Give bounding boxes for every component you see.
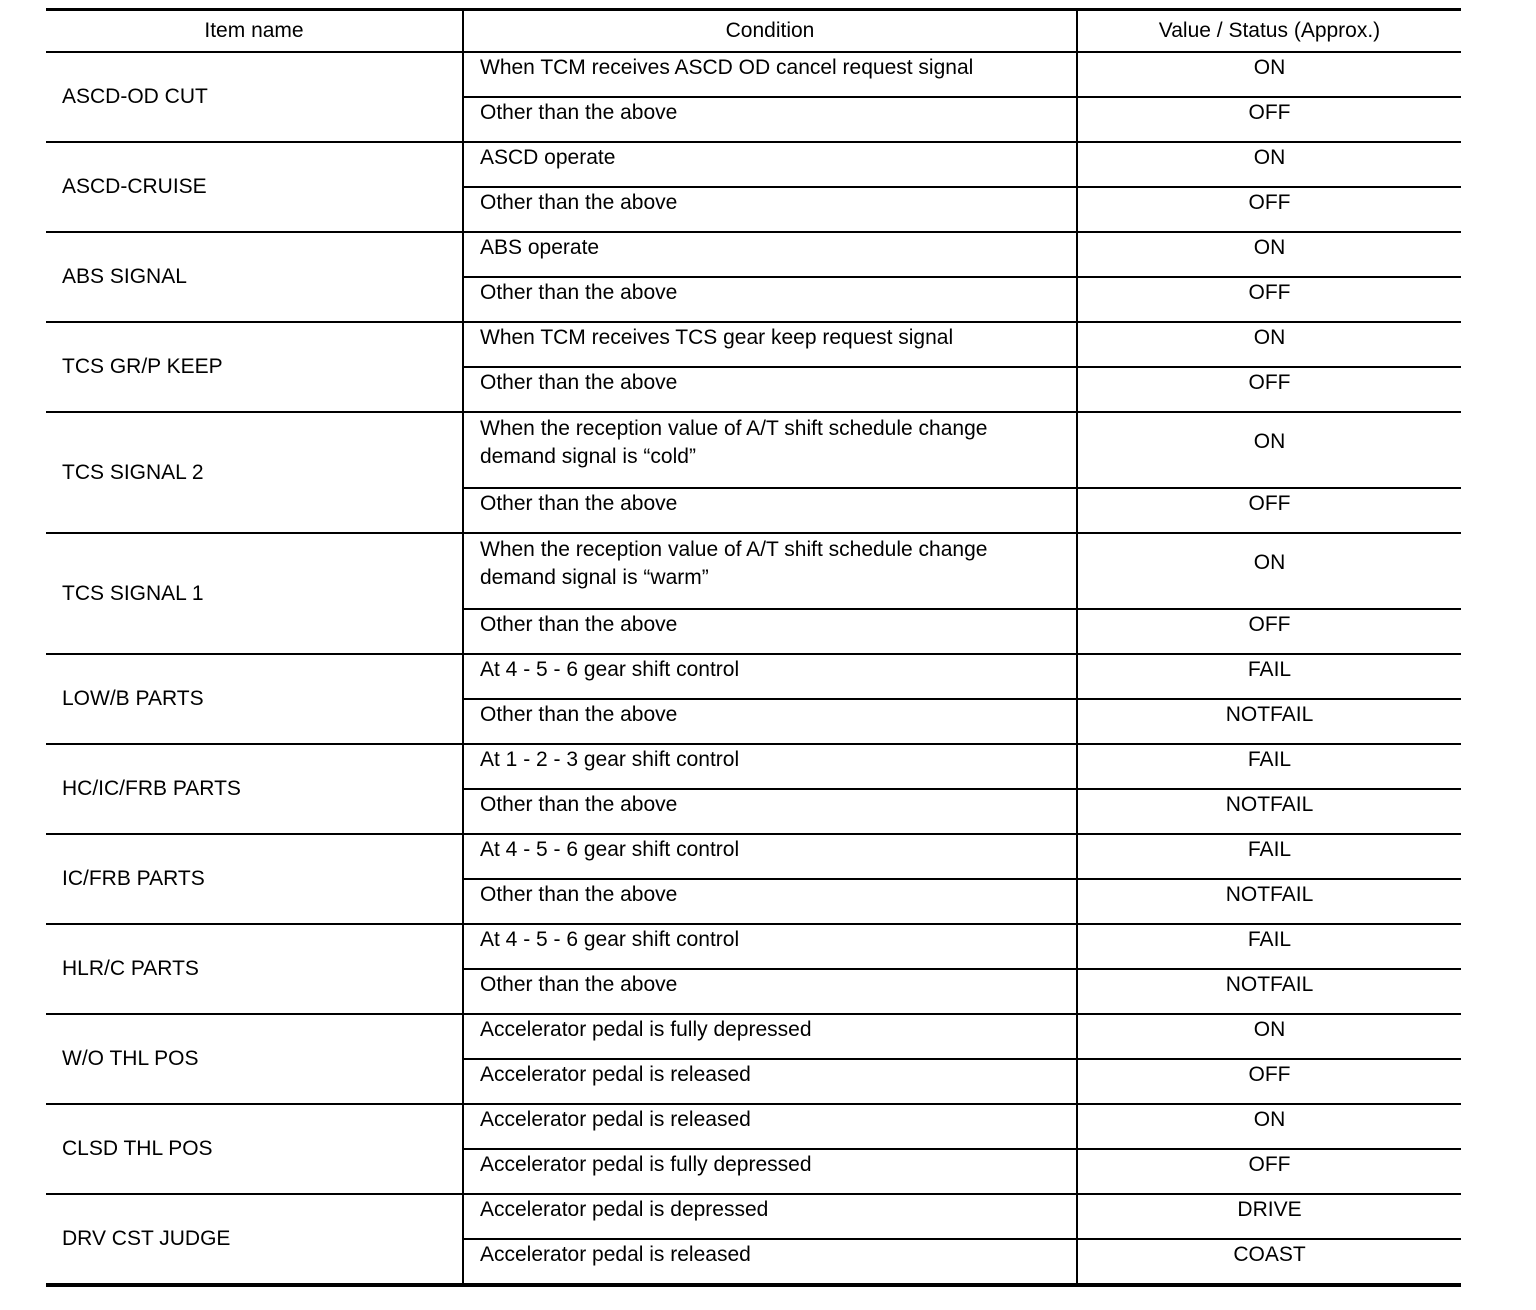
value-cell: OFF [1077, 97, 1461, 142]
table-row [46, 1104, 1461, 1149]
value-cell: OFF [1077, 609, 1461, 654]
item-name: CLSD THL POS [46, 1104, 463, 1194]
condition-cell: Accelerator pedal is released [463, 1104, 1077, 1149]
condition-cell: Other than the above [463, 187, 1077, 232]
condition-cell: Other than the above [463, 277, 1077, 322]
value-cell: FAIL [1077, 654, 1461, 699]
condition-cell: At 1 - 2 - 3 gear shift control [463, 744, 1077, 789]
table-row [46, 232, 1461, 277]
condition-cell: Other than the above [463, 699, 1077, 744]
condition-cell: At 4 - 5 - 6 gear shift control [463, 924, 1077, 969]
table-row [46, 533, 1461, 609]
condition-cell: Accelerator pedal is depressed [463, 1194, 1077, 1239]
value-cell: OFF [1077, 187, 1461, 232]
header-condition: Condition [463, 10, 1077, 53]
condition-cell: ABS operate [463, 232, 1077, 277]
condition-cell: When the reception value of A/T shift schedule change demand signal is “cold” [463, 412, 1077, 488]
header-item-name: Item name [46, 10, 463, 53]
condition-cell: Other than the above [463, 367, 1077, 412]
value-cell: NOTFAIL [1077, 699, 1461, 744]
table-row [46, 654, 1461, 699]
item-name: TCS GR/P KEEP [46, 322, 463, 412]
condition-cell: When TCM receives ASCD OD cancel request signal [463, 52, 1077, 97]
header-value-status: Value / Status (Approx.) [1077, 10, 1461, 53]
value-cell: ON [1077, 142, 1461, 187]
value-cell: ON [1077, 1014, 1461, 1059]
item-name: ABS SIGNAL [46, 232, 463, 322]
condition-cell: Other than the above [463, 789, 1077, 834]
condition-cell: When TCM receives TCS gear keep request signal [463, 322, 1077, 367]
table-row [46, 142, 1461, 187]
value-cell: ON [1077, 232, 1461, 277]
condition-cell: Other than the above [463, 488, 1077, 533]
table-row [46, 1014, 1461, 1059]
value-cell: NOTFAIL [1077, 969, 1461, 1014]
value-cell: ON [1077, 322, 1461, 367]
value-cell: OFF [1077, 367, 1461, 412]
value-cell: OFF [1077, 488, 1461, 533]
item-name: HC/IC/FRB PARTS [46, 744, 463, 834]
value-cell: NOTFAIL [1077, 789, 1461, 834]
value-cell: OFF [1077, 1149, 1461, 1194]
value-cell: ON [1077, 533, 1461, 609]
condition-cell: Other than the above [463, 97, 1077, 142]
table-row [46, 52, 1461, 97]
value-cell: FAIL [1077, 834, 1461, 879]
condition-cell: Other than the above [463, 609, 1077, 654]
condition-cell: Accelerator pedal is released [463, 1239, 1077, 1285]
item-name: ASCD-CRUISE [46, 142, 463, 232]
table-row [46, 924, 1461, 969]
value-cell: ON [1077, 52, 1461, 97]
table-row [46, 1194, 1461, 1239]
item-name: HLR/C PARTS [46, 924, 463, 1014]
table-row [46, 412, 1461, 488]
condition-cell: Other than the above [463, 879, 1077, 924]
item-name: TCS SIGNAL 2 [46, 412, 463, 533]
table-row [46, 834, 1461, 879]
condition-cell: Accelerator pedal is fully depressed [463, 1014, 1077, 1059]
table-row [46, 744, 1461, 789]
item-name: TCS SIGNAL 1 [46, 533, 463, 654]
value-cell: OFF [1077, 1059, 1461, 1104]
item-name: ASCD-OD CUT [62, 85, 208, 108]
value-cell: FAIL [1077, 744, 1461, 789]
value-cell: COAST [1077, 1239, 1461, 1285]
condition-cell: Accelerator pedal is fully depressed [463, 1149, 1077, 1194]
item-name: W/O THL POS [46, 1014, 463, 1104]
header-row [46, 10, 1461, 53]
condition-cell: Other than the above [463, 969, 1077, 1014]
value-cell: DRIVE [1077, 1194, 1461, 1239]
item-name: DRV CST JUDGE [46, 1194, 463, 1285]
condition-cell: At 4 - 5 - 6 gear shift control [463, 834, 1077, 879]
value-cell: NOTFAIL [1077, 879, 1461, 924]
condition-cell: Accelerator pedal is released [463, 1059, 1077, 1104]
value-cell: ON [1077, 412, 1461, 488]
condition-cell: When the reception value of A/T shift schedule change demand signal is “warm” [463, 533, 1077, 609]
specification-table [46, 8, 1461, 1287]
condition-cell: ASCD operate [463, 142, 1077, 187]
value-cell: ON [1077, 1104, 1461, 1149]
value-cell: OFF [1077, 277, 1461, 322]
item-name: IC/FRB PARTS [46, 834, 463, 924]
item-name: LOW/B PARTS [46, 654, 463, 744]
table-row [46, 322, 1461, 367]
value-cell: FAIL [1077, 924, 1461, 969]
condition-cell: At 4 - 5 - 6 gear shift control [463, 654, 1077, 699]
